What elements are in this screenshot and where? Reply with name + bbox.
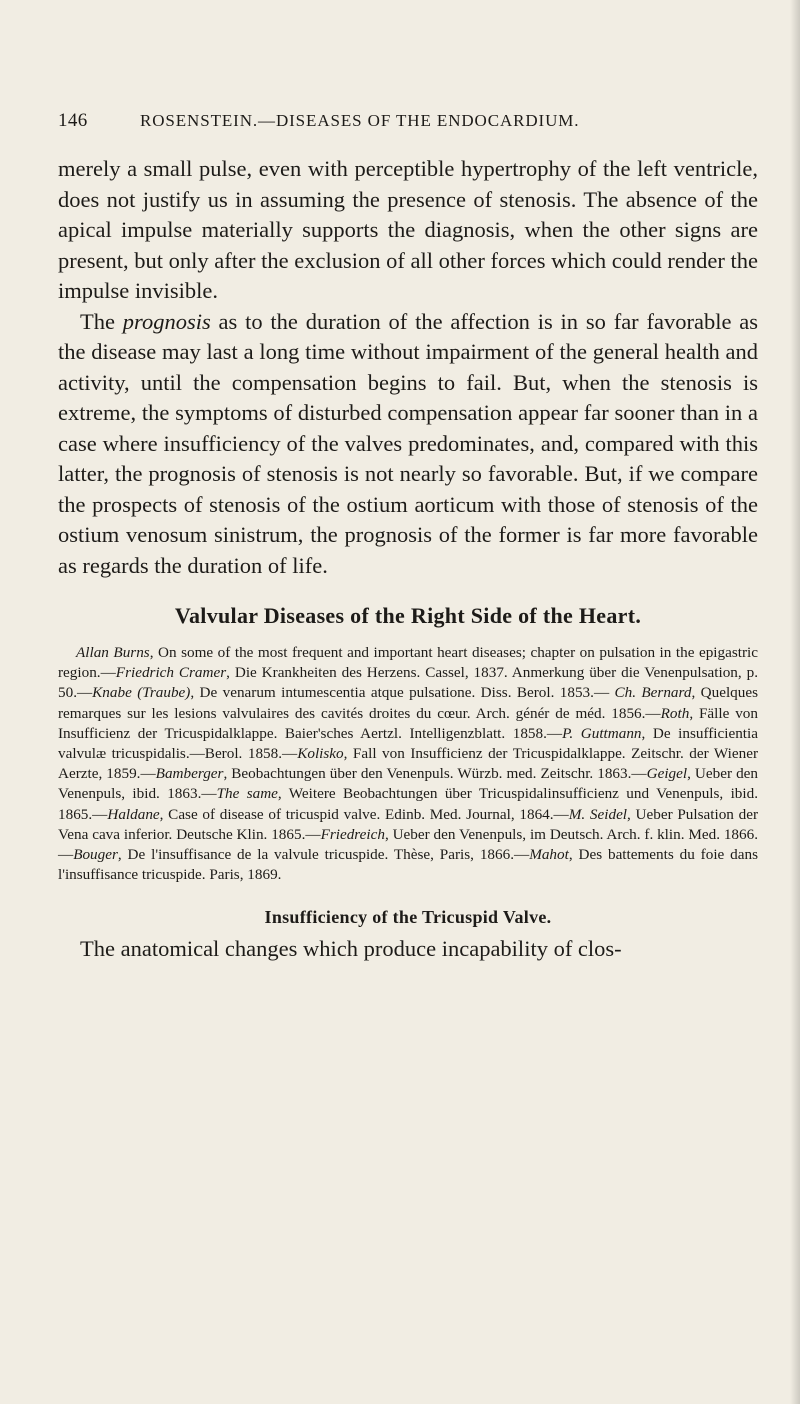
page-number: 146 [58,110,88,131]
bibliography [58,643,758,885]
main-text [58,154,758,581]
bibliography-author: P. Guttmann [562,724,642,742]
paragraph-2 [58,307,758,582]
bibliography-author: Kolisko [297,745,344,763]
bibliography-author: Knabe (Traube) [92,684,191,702]
bibliography-entry-text: , Ueber den Venenpuls, ibid. 1863.— [58,765,759,803]
bibliography-entry-text: , On some of the most frequent and important heart diseases; chapter on pulsation in the epigastric region.— [58,644,758,682]
bibliography-entry-text: , Ueber den Venenpuls, im Deutsch. Arch. f. klin. Med. 1866.— [58,825,758,864]
bibliography-entry-text: , Des battements du foie dans l'insuffisance tricuspide. Paris, 1869. [58,846,758,884]
paragraph-1: merely a small pulse, even with perceptible hypertrophy of the left ventricle, does not justify us in assuming the presence of stenosis. The absence of the apical impulse materially supports the diagnosis, when the other signs are present, but only after the exclusion of all other forces which could render the impulse invisible. [58,156,758,303]
bibliography-author: Friedreich [320,825,385,843]
paragraph-2-rest: as to the duration of the affection is in so far favorable as the disease may last a long time without impairment of the general health and activity, until the compensation begins to fail. But, when the stenosis is extreme, the symptoms of disturbed compensation appear far sooner than in a case where insufficiency of the valves predominates, and, compared with this latter, the prognosis of stenosis is not nearly so favorable. But, if we compare the prospects of stenosis of the ostium aorticum with those of stenosis of the ostium venosum sinistrum, the prognosis of the former is far more favorable as regards the duration of life. [58,308,758,578]
bibliography-author: Bamberger [155,765,224,783]
bibliography-author: Bouger [73,846,118,864]
paragraph-2-prefix: The [80,308,123,334]
bibliography-entry-text: , De insufficientia valvulæ tricuspidalis.—Berol. 1858.— [58,724,758,763]
bibliography-author: Friedrich Cramer [115,664,227,682]
subheading: Insufficiency of the Tricuspid Valve. [264,907,552,928]
bibliography-entry-text: , Die Krankheiten des Herzens. Cassel, 1837. Anmerkung über die Venenpulsation, p. 50.— [58,664,758,702]
bibliography-entry-text: , Quelques remarques sur les lesions valvulaires des cavités droites du cœur. Arch. génér de méd. 1856.— [58,684,758,722]
book-page [58,110,758,964]
bibliography-author: Roth [660,704,690,722]
bibliography-entry-text: , Beobachtungen über den Venenpuls. Würzb. med. Zeitschr. 1863.— [223,765,647,783]
bibliography-author: The same [216,785,278,803]
bibliography-author: Ch. Bernard [614,684,692,702]
bibliography-author: Mahot [529,846,569,864]
bibliography-entry-text: , Weitere Beobachtungen über Tricuspidalinsufficienz und Venenpuls, ibid. 1865.— [58,785,758,823]
bibliography-entry-text: , De venarum intumescentia atque pulsatione. Diss. Berol. 1853.— [190,684,615,702]
bibliography-entry-text: , De l'insuffisance de la valvule tricuspide. Thèse, Paris, 1866.— [117,846,530,864]
running-title: ROSENSTEIN.—DISEASES OF THE ENDOCARDIUM. [140,111,580,130]
bibliography-entry-text: , Case of disease of tricuspid valve. Edinb. Med. Journal, 1864.— [159,805,569,823]
bibliography-author: M. Seidel [568,805,628,823]
prognosis-emphasis: prognosis [122,308,211,334]
bibliography-entry-text: , Fälle von Insufficienz der Tricuspidalklappe. Baier'sches Aertzl. Intelligenzblatt. 1858.— [58,704,758,742]
bibliography-author: Geigel [646,765,688,783]
continuing-text: The anatomical changes which produce incapability of clos- [80,936,622,962]
section-heading: Valvular Diseases of the Right Side of the Heart. [174,603,642,628]
bibliography-entry-text: , Ueber Pulsation der Vena cava inferior. Deutsche Klin. 1865.— [58,805,759,843]
bibliography-entry-text: , Fall von Insufficienz der Tricuspidalklappe. Zeitschr. der Wiener Aerzte, 1859.— [58,745,759,783]
page-edge-shadow [790,0,800,1404]
bibliography-author: Haldane [107,805,160,823]
running-header [58,110,758,140]
bibliography-author: Allan Burns [76,644,150,661]
